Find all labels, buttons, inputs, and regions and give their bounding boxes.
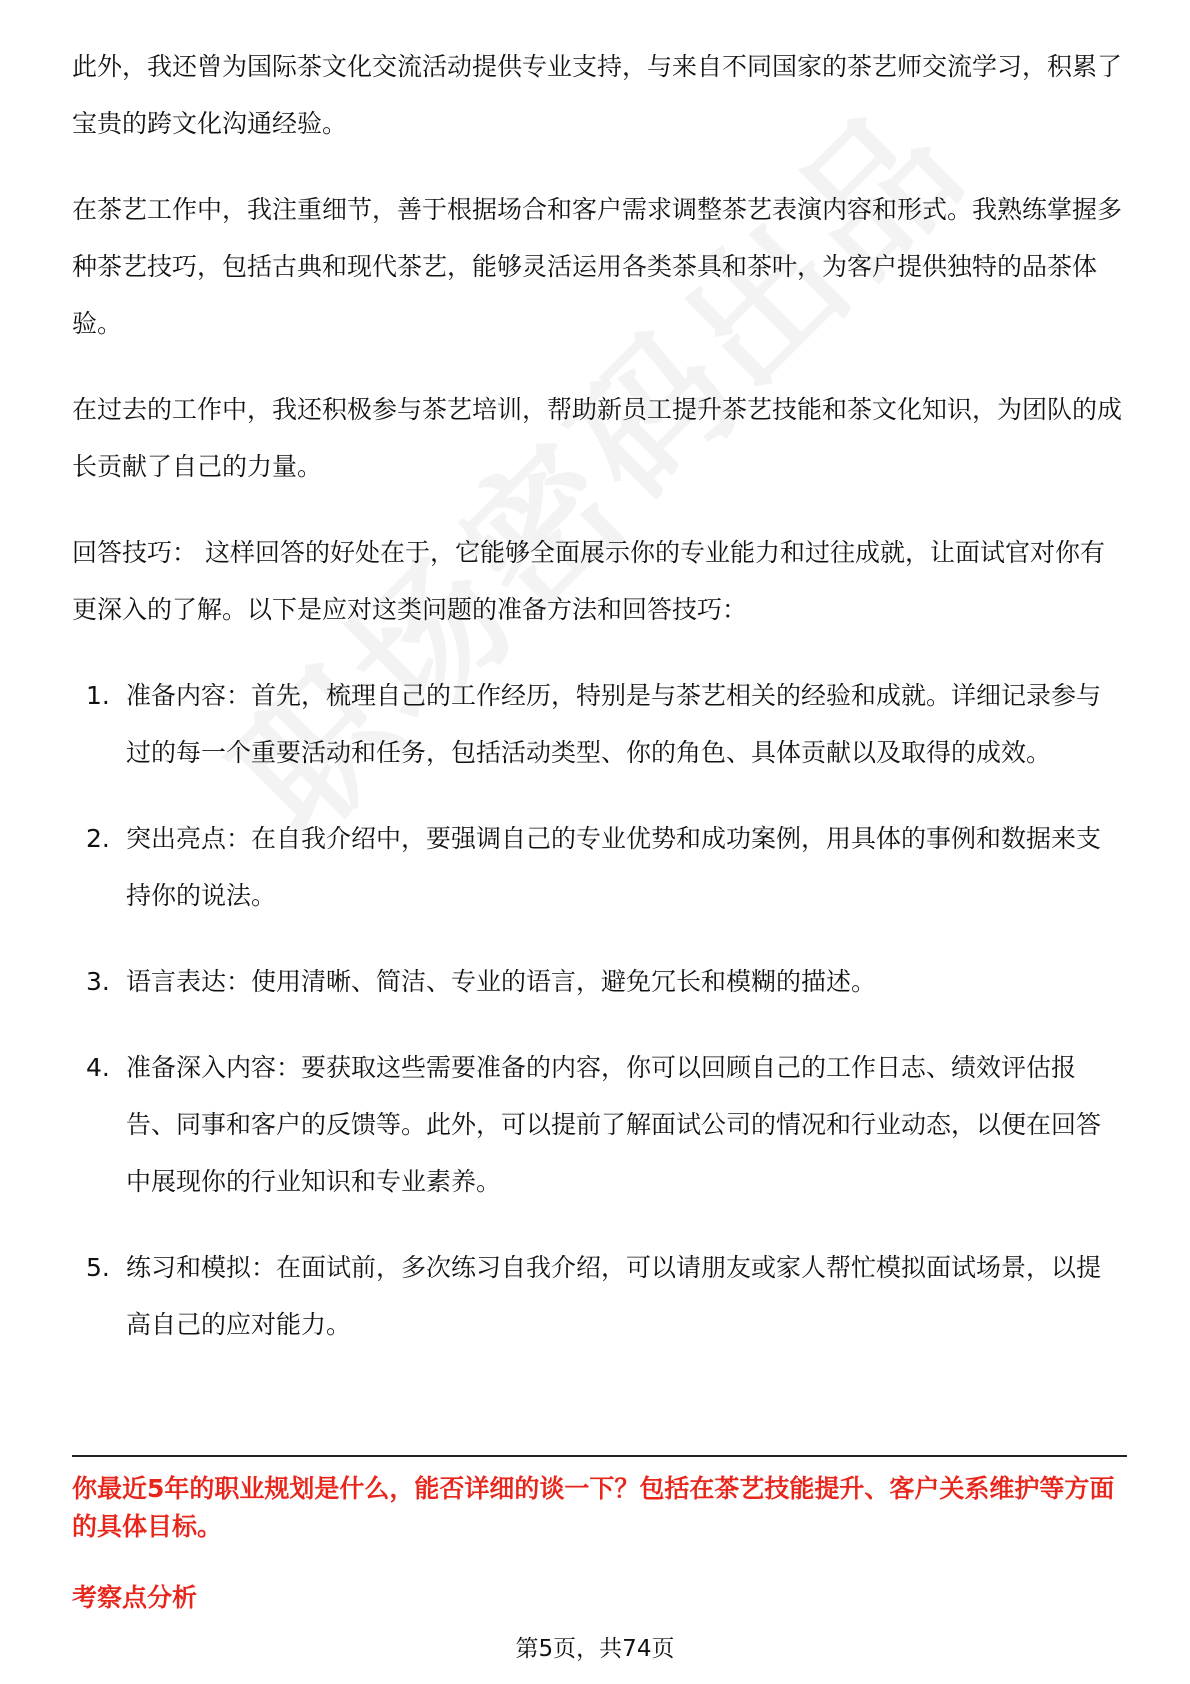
tips-list xyxy=(72,667,1122,1353)
analysis-heading: 考察点分析 xyxy=(72,1583,198,1612)
list-item-text: 准备深入内容：要获取这些需要准备的内容，你可以回顾自己的工作日志、绩效评估报告、同事和客户的反馈等。此外，可以提前了解面试公司的情况和行业动态，以便在回答中展现你的行业知识和专业素养。 xyxy=(126,1053,1102,1196)
list-item-number: 5. xyxy=(86,1253,110,1282)
document-body xyxy=(72,38,1122,1382)
list-item xyxy=(72,667,1122,781)
list-item-number: 4. xyxy=(86,1053,110,1082)
list-item-text: 突出亮点：在自我介绍中，要强调自己的专业优势和成功案例，用具体的事例和数据来支持你的说法。 xyxy=(126,824,1102,910)
list-item xyxy=(72,1239,1122,1353)
paragraph-tea-art-skills: 在茶艺工作中，我注重细节，善于根据场合和客户需求调整茶艺表演内容和形式。我熟练掌握多种茶艺技巧，包括古典和现代茶艺，能够灵活运用各类茶具和茶叶，为客户提供独特的品茶体验。 xyxy=(72,195,1123,338)
list-item-number: 1. xyxy=(86,681,110,710)
paragraph-international-exchange: 此外，我还曾为国际茶文化交流活动提供专业支持，与来自不同国家的茶艺师交流学习，积累了宝贵的跨文化沟通经验。 xyxy=(72,52,1123,138)
list-item xyxy=(72,1039,1122,1210)
list-item xyxy=(72,953,1122,1010)
section-divider xyxy=(72,1455,1127,1457)
list-item xyxy=(72,810,1122,924)
list-item-number: 2. xyxy=(86,824,110,853)
paragraph-answer-tips: 回答技巧： 这样回答的好处在于，它能够全面展示你的专业能力和过往成就，让面试官对你有更深入的了解。以下是应对这类问题的准备方法和回答技巧： xyxy=(72,538,1105,624)
list-item-text: 准备内容：首先，梳理自己的工作经历，特别是与茶艺相关的经验和成就。详细记录参与过的每一个重要活动和任务，包括活动类型、你的角色、具体贡献以及取得的成效。 xyxy=(126,681,1102,767)
list-item-text: 练习和模拟：在面试前，多次练习自我介绍，可以请朋友或家人帮忙模拟面试场景，以提高自己的应对能力。 xyxy=(126,1253,1102,1339)
paragraph-training: 在过去的工作中，我还积极参与茶艺培训，帮助新员工提升茶艺技能和茶文化知识，为团队的成长贡献了自己的力量。 xyxy=(72,395,1123,481)
list-item-number: 3. xyxy=(86,967,110,996)
question-heading: 你最近5年的职业规划是什么，能否详细的谈一下？包括在茶艺技能提升、客户关系维护等方面的具体目标。 xyxy=(72,1474,1115,1541)
list-item-text: 语言表达：使用清晰、简洁、专业的语言，避免冗长和模糊的描述。 xyxy=(126,967,877,996)
page-number: 第5页，共74页 xyxy=(515,1636,675,1662)
